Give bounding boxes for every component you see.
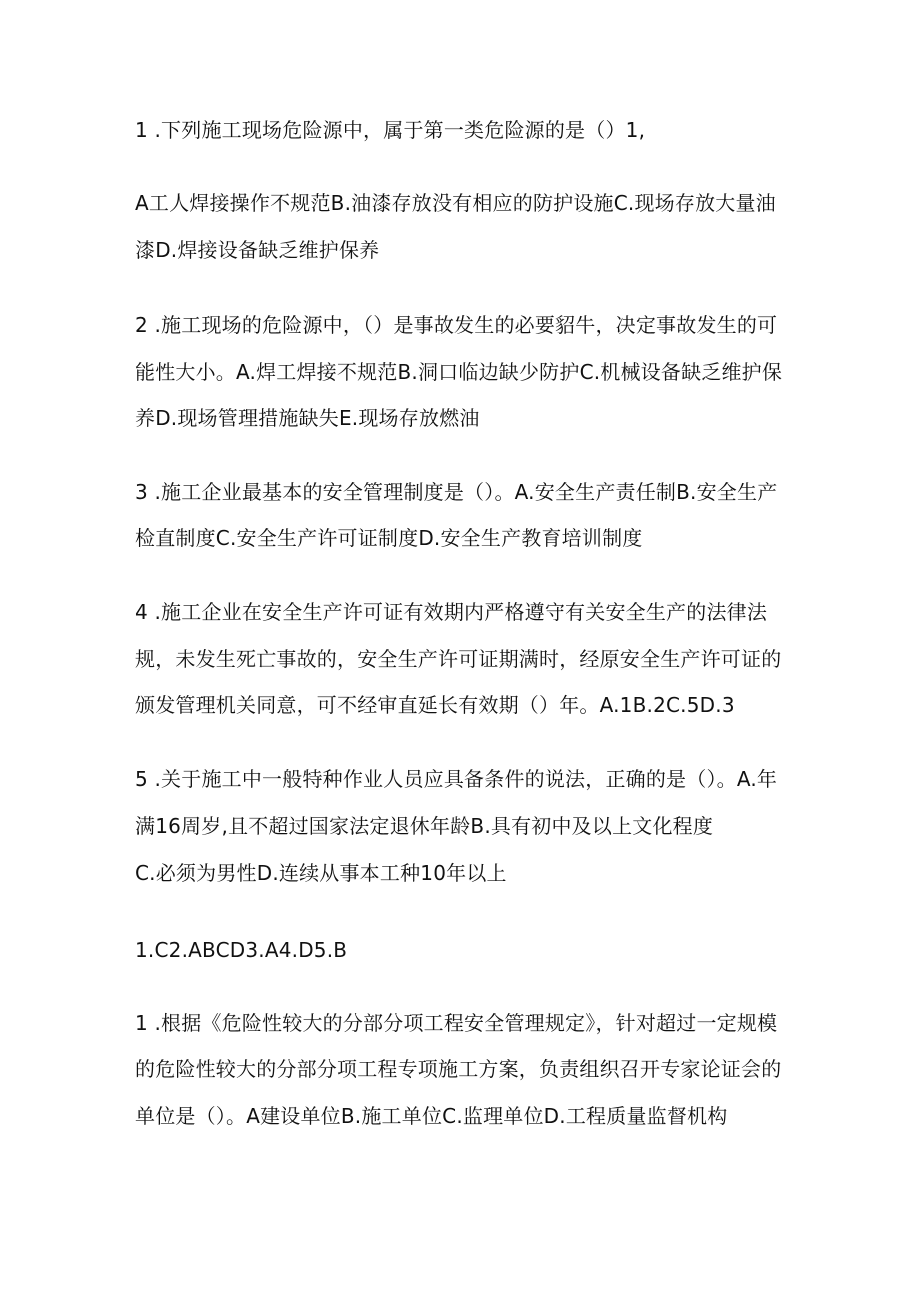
answer-key: 1.C2.ABCD3.A4.D5.B (135, 938, 348, 962)
q3-line-2: 检直制度C.安全生产许可证制度D.安全生产教育培训制度 (135, 526, 643, 550)
q1b-line-2: 的危险性较大的分部分项工程专项施工方案，负责组织召开专家论证会的 (135, 1057, 782, 1081)
q3-line-1: 3 .施工企业最基本的安全管理制度是（）。A.安全生产责任制B.安全生产 (135, 480, 778, 504)
q4-line-3: 颁发管理机关同意，可不经审直延长有效期（）年。A.1B.2C.5D.3 (135, 693, 735, 717)
q4-line-1: 4 .施工企业在安全生产许可证有效期内严格遵守有关安全生产的法律法 (135, 600, 768, 624)
q4-line-2: 规，未发生死亡事故的，安全生产许可证期满时，经原安全生产许可证的 (135, 647, 782, 671)
q1b-line-3: 单位是（）。A建设单位B.施工单位C.监理单位D.工程质量监督机构 (135, 1104, 728, 1128)
q2-line-3: 养D.现场管理措施缺失E.现场存放燃油 (135, 406, 480, 430)
q1-options-line-2: 漆D.焊接设备缺乏维护保养 (135, 238, 380, 262)
q5-line-2: 满16周岁,且不超过国家法定退休年龄B.具有初中及以上文化程度 (135, 814, 714, 838)
q2-line-2: 能性大小。A.焊工焊接不规范B.洞口临边缺少防护C.机械设备缺乏维护保 (135, 360, 783, 384)
q5-line-3: C.必须为男性D.连续从事本工种10年以上 (135, 861, 507, 885)
q5-line-1: 5 .关于施工中一般特种作业人员应具备条件的说法，正确的是（）。A.年 (135, 767, 778, 791)
q2-line-1: 2 .施工现场的危险源中，（）是事故发生的必要貂牛，决定事故发生的可 (135, 313, 778, 337)
q1-stem-line-1: 1 .下列施工现场危险源中，属于第一类危险源的是（）1, (135, 118, 646, 142)
q1b-line-1: 1 .根据《危险性较大的分部分项工程安全管理规定》，针对超过一定规模 (135, 1011, 778, 1035)
q1-options-line-1: A工人焊接操作不规范B.油漆存放没有相应的防护设施C.现场存放大量油 (135, 191, 776, 215)
